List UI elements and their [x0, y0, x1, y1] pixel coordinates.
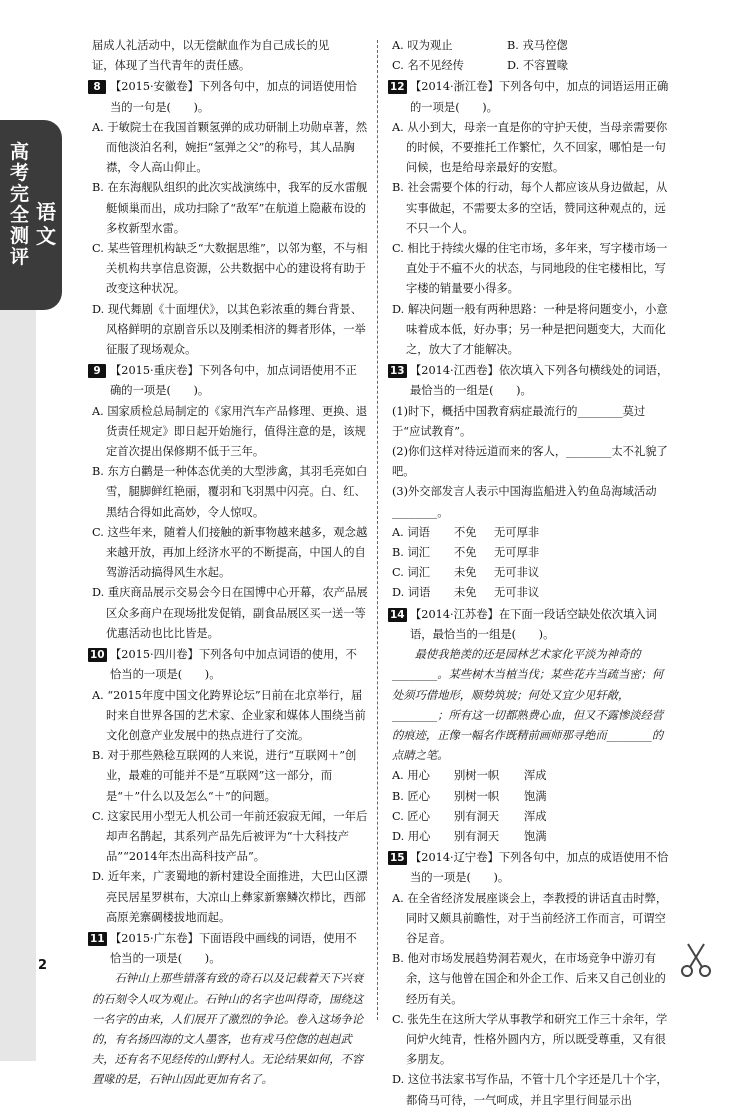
- page-number: 2: [38, 958, 48, 973]
- option-cell: 无可非议: [494, 586, 540, 600]
- option-cell: 别有洞天: [454, 809, 500, 823]
- question-stem: 【2015·重庆卷】下列各句中，加点词语使用不正确的一项是( )。: [110, 364, 357, 398]
- option-grid: [392, 766, 670, 847]
- question-15: [392, 848, 670, 1111]
- option-cell: B. 词汇: [392, 546, 431, 560]
- option-cell: B. 匠心: [392, 789, 431, 803]
- question-stem: 【2014·江苏卷】在下面一段话空缺处依次填入词语，最恰当的一组是( )。: [410, 607, 657, 641]
- question-stem: 【2014·辽宁卷】下列各句中，加点的成语使用不恰当的一项是( )。: [410, 851, 669, 885]
- question-number: 10: [90, 649, 105, 662]
- option: D. 现代舞剧《十面埋伏》，以其色彩浓重的舞台背景、风格鲜明的京剧音乐以及刚柔相济的舞者形体，一举征服了现场观众。: [92, 302, 366, 357]
- option-cell: A. 用心: [392, 769, 430, 783]
- option: D. 这位书法家书写作品，不管十几个字还是几十个字，都倚马可待，一气呵成，并且字里行间显示出: [392, 1073, 668, 1107]
- question-number: 12: [390, 81, 405, 94]
- option-cell: 无可厚非: [494, 546, 540, 560]
- option: A. “2015年度中国文化跨界论坛”日前在北京举行，届时来自世界各国的艺术家、企业家和媒体人围绕当前文化创意产业发展中的热点进行了交流。: [92, 688, 366, 742]
- option-grid: [392, 523, 670, 604]
- question-12: [392, 77, 670, 360]
- question-number: 15: [390, 852, 405, 865]
- option-cell: 浑成: [524, 809, 547, 823]
- question-number: 8: [88, 80, 106, 94]
- option-cell: 无可厚非: [494, 525, 540, 539]
- option: A. 于敏院士在我国首颗氢弹的成功研制上功勋卓著，然而他淡泊名利，婉拒“氢弹之父”的称号，其人品胸襟，令人高山仰止。: [92, 120, 368, 175]
- option: B. 社会需要个体的行动，每个人都应该从身边做起，从实事做起，不需要太多的空话，赞同这种观点的，远不只一个人。: [392, 181, 668, 235]
- series-title: 高考完全测评: [10, 141, 30, 268]
- question-number: 9: [88, 364, 106, 378]
- option: B. 在东海舰队组织的此次实战演练中，我军的反水雷舰艇倾巢而出，成功扫除了“敌军”在航道上隐蔽布设的多枚新型水雷。: [92, 181, 368, 235]
- question-11-options: [392, 36, 670, 76]
- question-number: 13: [390, 365, 405, 378]
- left-column: [92, 36, 368, 1092]
- option: C. 某些管理机构缺乏“大数据思维”，以邻为壑，不与相关机构共享信息资源，公共数据中心的建设将有助于改变这种状况。: [92, 242, 368, 296]
- side-tab: [0, 120, 62, 310]
- question-stem: 【2014·浙江卷】下列各句中，加点的词语运用正确的一项是( )。: [410, 80, 669, 114]
- option-cell: A. 词语: [392, 525, 430, 539]
- continued-text: [92, 36, 368, 76]
- passage: 最使我艳羡的还是园林艺术家化平淡为神奇的________。某些树木当植当伐；某些花卉当疏当密；何处须巧借地形，顺势筑坡；何处又宜少见轩敞，________；所有这一切都熟费心血，但又不露惨淡经营的痕迹，正像一幅名作既精前画师那寻绝而________的点睛之笔。: [392, 648, 664, 763]
- question-stem: 【2014·江西卷】依次填入下列各句横线处的词语，最恰当的一组是( )。: [410, 364, 669, 398]
- option-cell: 不免: [454, 546, 477, 560]
- option-cell: 未免: [454, 586, 477, 600]
- question-stem: 【2015·广东卷】下面语段中画线的词语，使用不恰当的一项是( )。: [110, 931, 357, 966]
- passage: 石钟山上那些错落有致的奇石以及记载着天下兴衰的石刻令人叹为观止。石钟山的名字也叫得奇，围绕这一名字的由来，人们展开了激烈的争论。卷入这场争论的，有名扬四海的文人墨客，也有戎马倥偬的赳赳武夫，还有名不见经传的山野村人。无论结果如何，不容置喙的是，石钟山因此更加有名了。: [92, 972, 364, 1087]
- option-cell: 别树一帜: [454, 789, 500, 803]
- text-line: 届成人礼活动中，以无偿献血作为自己成长的见: [92, 39, 330, 52]
- fill-line: (1)时下，概括中国教育病症最流行的________莫过于“应试教育”。: [392, 404, 646, 438]
- option-cell: 别树一帜: [454, 769, 500, 783]
- option: C. 这些年来，随着人们接触的新事物越来越多，观念越来越开放，再加上经济水平的不断提高，中国人的自驾游活动搞得风生水起。: [92, 525, 368, 580]
- text-line: 证，体现了当代青年的责任感。: [92, 59, 251, 73]
- fill-line: (2)你们这样对待远道而来的客人，________太不礼貌了吧。: [392, 445, 668, 479]
- question-10: [92, 645, 368, 928]
- question-stem: 【2015·四川卷】下列各句中加点词语的使用，不恰当的一项是( )。: [110, 648, 357, 682]
- option: B. 对于那些熟稔互联网的人来说，进行“互联网＋”创业，最难的可能并不是“互联网”这一部分，而是“＋”什么以及怎么“＋”的问题。: [92, 749, 357, 803]
- scissors-icon: [678, 940, 714, 980]
- question-11: [92, 929, 368, 1091]
- option: A. 在全省经济发展座谈会上，李教授的讲话直击时弊，同时又颇具前瞻性，对于当前经济工作而言，可谓空谷足音。: [392, 891, 668, 945]
- question-8: [92, 77, 368, 360]
- option: C. 名不见经传: [392, 59, 464, 73]
- option-cell: 无可非议: [494, 566, 540, 580]
- option-cell: D. 词语: [392, 586, 431, 600]
- option-cell: 饱满: [524, 829, 547, 843]
- option: B. 他对市场发展趋势洞若观火，在市场竞争中游刃有余，这与他曾在国企和外企工作、后来又自己创业的经历有关。: [392, 952, 666, 1006]
- option-cell: 未免: [454, 566, 477, 580]
- option: C. 相比于持续火爆的住宅市场，多年来，写字楼市场一直处于不瘟不火的状态，与同地段的住宅楼相比，写字楼的销量要小得多。: [392, 242, 668, 296]
- option-cell: 不免: [454, 525, 477, 539]
- option: A. 国家质检总局制定的《家用汽车产品修理、更换、退货责任规定》即日起开始施行，值得注意的是，该规定首次提出保修期不低于三年。: [92, 404, 368, 459]
- option-cell: C. 词汇: [392, 566, 431, 580]
- right-column: [392, 36, 670, 1112]
- option-cell: 浑成: [524, 769, 547, 783]
- option: C. 张先生在这所大学从事教学和研究工作三十余年，学问炉火纯青，性格外圆内方，所以既受尊重，又有很多朋友。: [392, 1012, 668, 1067]
- option: D. 近年来，广袤蜀地的新村建设全面推进，大巴山区漂亮民居星罗棋布，大凉山上彝家新寨鳞次栉比，西部高原羌寨碉楼拔地而起。: [92, 870, 368, 924]
- option-cell: 别有洞天: [454, 829, 500, 843]
- option: B. 东方白鹳是一种体态优美的大型涉禽，其羽毛亮如白雪，腿脚鲜红艳丽，覆羽和飞羽黑中闪亮。白、红、黑结合得如此高妙，令人惊叹。: [92, 465, 368, 519]
- subject-label: 语文: [36, 200, 56, 248]
- question-number: 11: [90, 932, 105, 945]
- option-cell: D. 用心: [392, 829, 431, 843]
- question-number: 14: [390, 608, 405, 621]
- option: A. 从小到大，母亲一直是你的守护天使，当母亲需要你的时候，不要推托工作繁忙，久不回家，哪怕是一句问候，也是给母亲最好的安慰。: [392, 120, 668, 175]
- option: C. 这家民用小型无人机公司一年前还寂寂无闻，一年后却声名鹊起，其系列产品先后被评为“十大科技产品”“2014年杰出高科技产品”。: [92, 809, 368, 864]
- question-stem: 【2015·安徽卷】下列各句中，加点的词语使用恰当的一句是( )。: [110, 80, 357, 114]
- option: D. 解决问题一般有两种思路：一种是将问题变小，小意味着成本低，好办事；另一种是把问题变大，大而化之，放大了才能解决。: [392, 302, 668, 357]
- fill-line: (3)外交部发言人表示中国海监船进入钓鱼岛海域活动________。: [392, 485, 657, 519]
- option: D. 不容置喙: [507, 59, 569, 73]
- column-divider: [377, 40, 378, 1020]
- side-strip: [0, 310, 36, 1061]
- question-14: [392, 605, 670, 847]
- option-cell: 饱满: [524, 789, 547, 803]
- question-9: [92, 361, 368, 644]
- question-13: [392, 361, 670, 603]
- option: B. 戎马倥偬: [507, 39, 568, 52]
- option-cell: C. 匠心: [392, 809, 431, 823]
- option: D. 重庆商品展示交易会今日在国博中心开幕，农产品展区众多商户在现场批发促销，副食品展区买一送一等优惠活动也比比皆是。: [92, 586, 368, 640]
- option: A. 叹为观止: [392, 39, 453, 52]
